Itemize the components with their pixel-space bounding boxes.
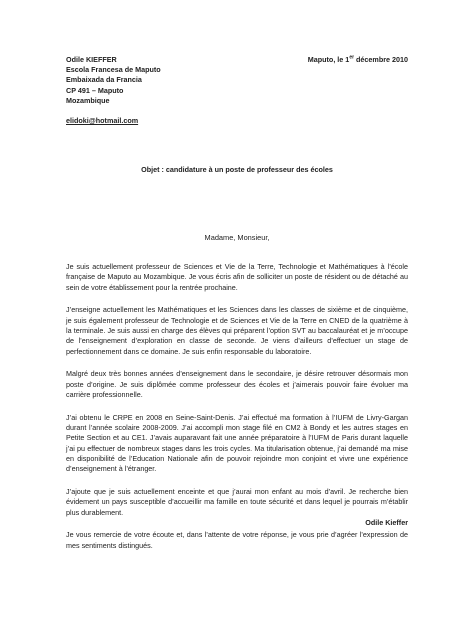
sender-block [66,55,161,126]
letter-body [66,262,408,551]
sender-postal: CP 491 – Maputo [66,85,124,95]
paragraph-current-teaching: J’enseigne actuellement les Mathématiques et les Sciences dans les classes de sixième et de cinquième, je suis également professeur de Technologie et de Sciences et Vie de la Terre en CNED de la quatrième à la terminale. Je suis aussi en charge des élèves qui préparent l’option SVT au baccalauréat et je m’occupe de l’enseignement d’exploration en classe de seconde. Je viens d’ailleurs d’effectuer un stage de perfectionnement dans ce domaine. Je suis enfin responsable du laboratoire. [66,305,408,356]
sender-school: Escola Francesa de Maputo [66,65,161,75]
sender-country: Mozambique [66,95,110,105]
sender-email: elidoki@hotmail.com [66,116,139,126]
sender-name: Odile KIEFFER [66,55,117,64]
date-superscript: er [349,54,355,61]
paragraph-personal: J’ajoute que je suis actuellement enceinte et que j’aurai mon enfant au mois d’avril. Je recherche bien évidement un pays susceptible d’accueillir ma famille en toute sécurité et dans lequel je pourrais m’établir plus durablement. [66,487,408,517]
letter-subject: Objet : candidature à un poste de professeur des écoles [141,165,333,174]
paragraph-training: J’ai obtenu le CRPE en 2008 en Seine-Saint-Denis. J’ai effectué ma formation à l’IUFM de Livry-Gargan durant l’année scolaire 2008-2009. J’ai accompli mon stage filé en CM2 à Bondy et les autres stages en Petite Section et au CE1. J’avais auparavant fait une année préparatoire à l’IUFM de Paris durant laquelle j’ai pu effectuer de nombreux stages dans les trois cycles. Ma titularisation obtenue, j’ai demandé ma mise en disponibilité de l’Education Nationale afin de pouvoir rejoindre mon conjoint et vivre une expérience d’enseignement à l’étranger. [66,412,408,474]
signature: Odile Kieffer [365,518,408,527]
paragraph-closing: Je vous remercie de votre écoute et, dans l’attente de votre réponse, je vous prie d’agréer l’expression de mes sentiments distingués. [66,530,408,550]
letter-date [308,55,408,65]
paragraph-career-goal: Malgré deux très bonnes années d’enseignement dans le secondaire, je désire retrouver désormais mon poste d’origine. Je suis diplômée comme professeur des écoles et j’aimerais pouvoir faire évoluer ma carrière professionnelle. [66,369,408,399]
date-suffix: décembre 2010 [354,55,408,64]
date-prefix: Maputo, le 1 [307,55,350,64]
sender-embassy: Embaixada da Francia [66,75,142,85]
paragraph-intro: Je suis actuellement professeur de Sciences et Vie de la Terre, Technologie et Mathématiques à l’école française de Maputo au Mozambique. Je vous écris afin de solliciter un poste de résident ou de détaché au sein de votre établissement pour la rentrée prochaine. [66,262,408,292]
salutation: Madame, Monsieur, [204,233,270,242]
